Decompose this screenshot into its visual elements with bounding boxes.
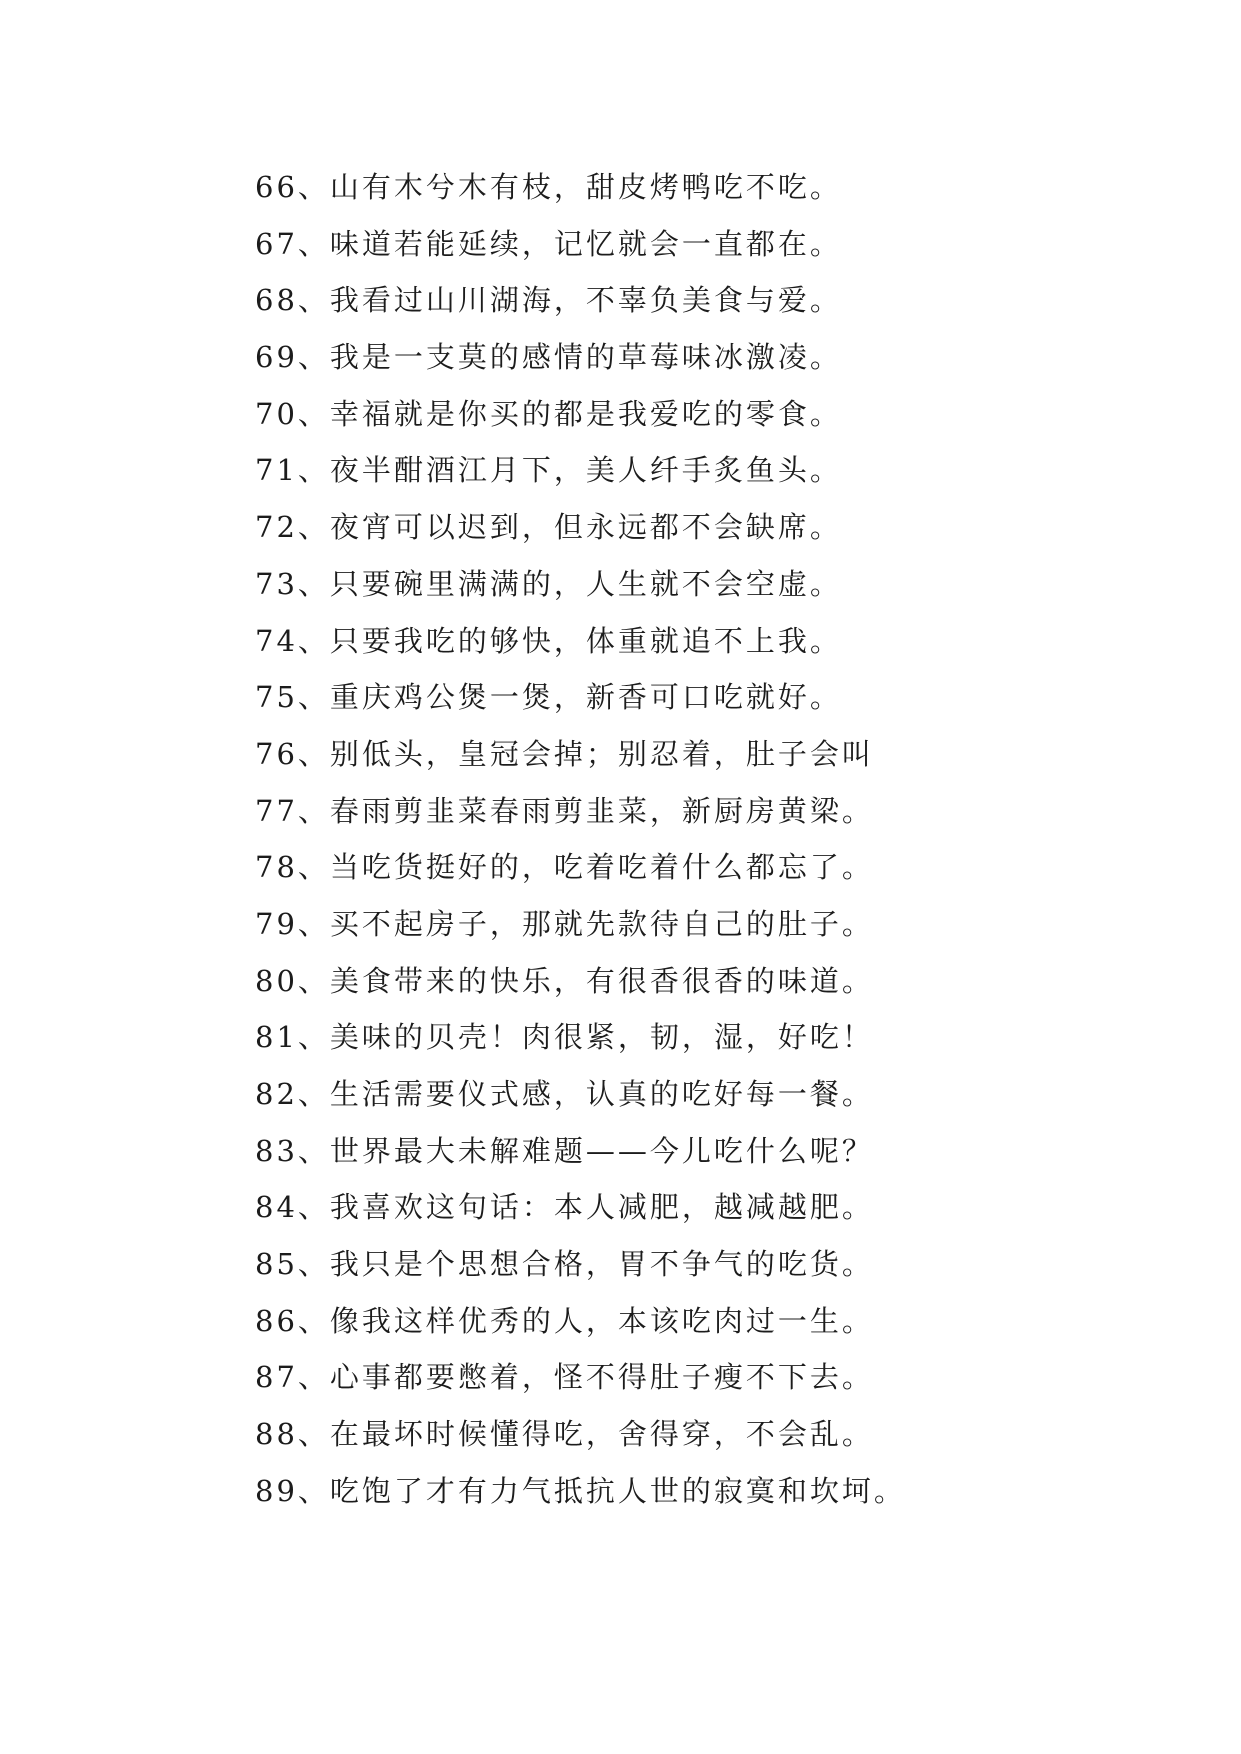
- list-item: 75、重庆鸡公煲一煲，新香可口吃就好。: [255, 680, 842, 715]
- list-item: 77、春雨剪韭菜春雨剪韭菜，新厨房黄梁。: [255, 793, 874, 828]
- list-item: 79、买不起房子，那就先款待自己的肚子。: [255, 906, 874, 941]
- list-item: 73、只要碗里满满的，人生就不会空虚。: [255, 566, 842, 601]
- list-item: 70、幸福就是你买的都是我爱吃的零食。: [255, 396, 842, 431]
- list-item: 78、当吃货挺好的，吃着吃着什么都忘了。: [255, 850, 874, 885]
- list-item: 83、世界最大未解难题——今儿吃什么呢？: [255, 1133, 874, 1168]
- list-item: 85、我只是个思想合格，胃不争气的吃货。: [255, 1247, 874, 1282]
- list-item: 66、山有木兮木有枝，甜皮烤鸭吃不吃。: [255, 170, 842, 204]
- list-item: 68、我看过山川湖海，不辜负美食与爱。: [255, 283, 842, 318]
- list-item: 88、在最坏时候懂得吃，舍得穿，不会乱。: [255, 1417, 874, 1452]
- list-item: 67、味道若能延续，记忆就会一直都在。: [255, 226, 842, 261]
- list-item: 71、夜半酣酒江月下，美人纤手炙鱼头。: [255, 453, 842, 488]
- list-item: 82、生活需要仪式感，认真的吃好每一餐。: [255, 1077, 874, 1111]
- list-item: 76、别低头，皇冠会掉；别忍着，肚子会叫: [255, 736, 874, 771]
- list-item: 81、美味的贝壳！肉很紧，韧，湿，好吃！: [255, 1020, 874, 1055]
- list-item: 86、像我这样优秀的人，本该吃肉过一生。: [255, 1303, 874, 1338]
- list-item: 74、只要我吃的够快，体重就追不上我。: [255, 623, 842, 658]
- list-item: 72、夜宵可以迟到，但永远都不会缺席。: [255, 510, 842, 545]
- list-item: 87、心事都要憋着，怪不得肚子瘦不下去。: [255, 1360, 874, 1395]
- list-item: 84、我喜欢这句话：本人减肥，越减越肥。: [255, 1190, 874, 1225]
- quote-list: [255, 159, 1155, 1520]
- list-item: 69、我是一支莫的感情的草莓味冰激凌。: [255, 340, 842, 375]
- list-item: 89、吃饱了才有力气抵抗人世的寂寞和坎坷。: [255, 1473, 906, 1508]
- list-item: 80、美食带来的快乐，有很香很香的味道。: [255, 963, 874, 998]
